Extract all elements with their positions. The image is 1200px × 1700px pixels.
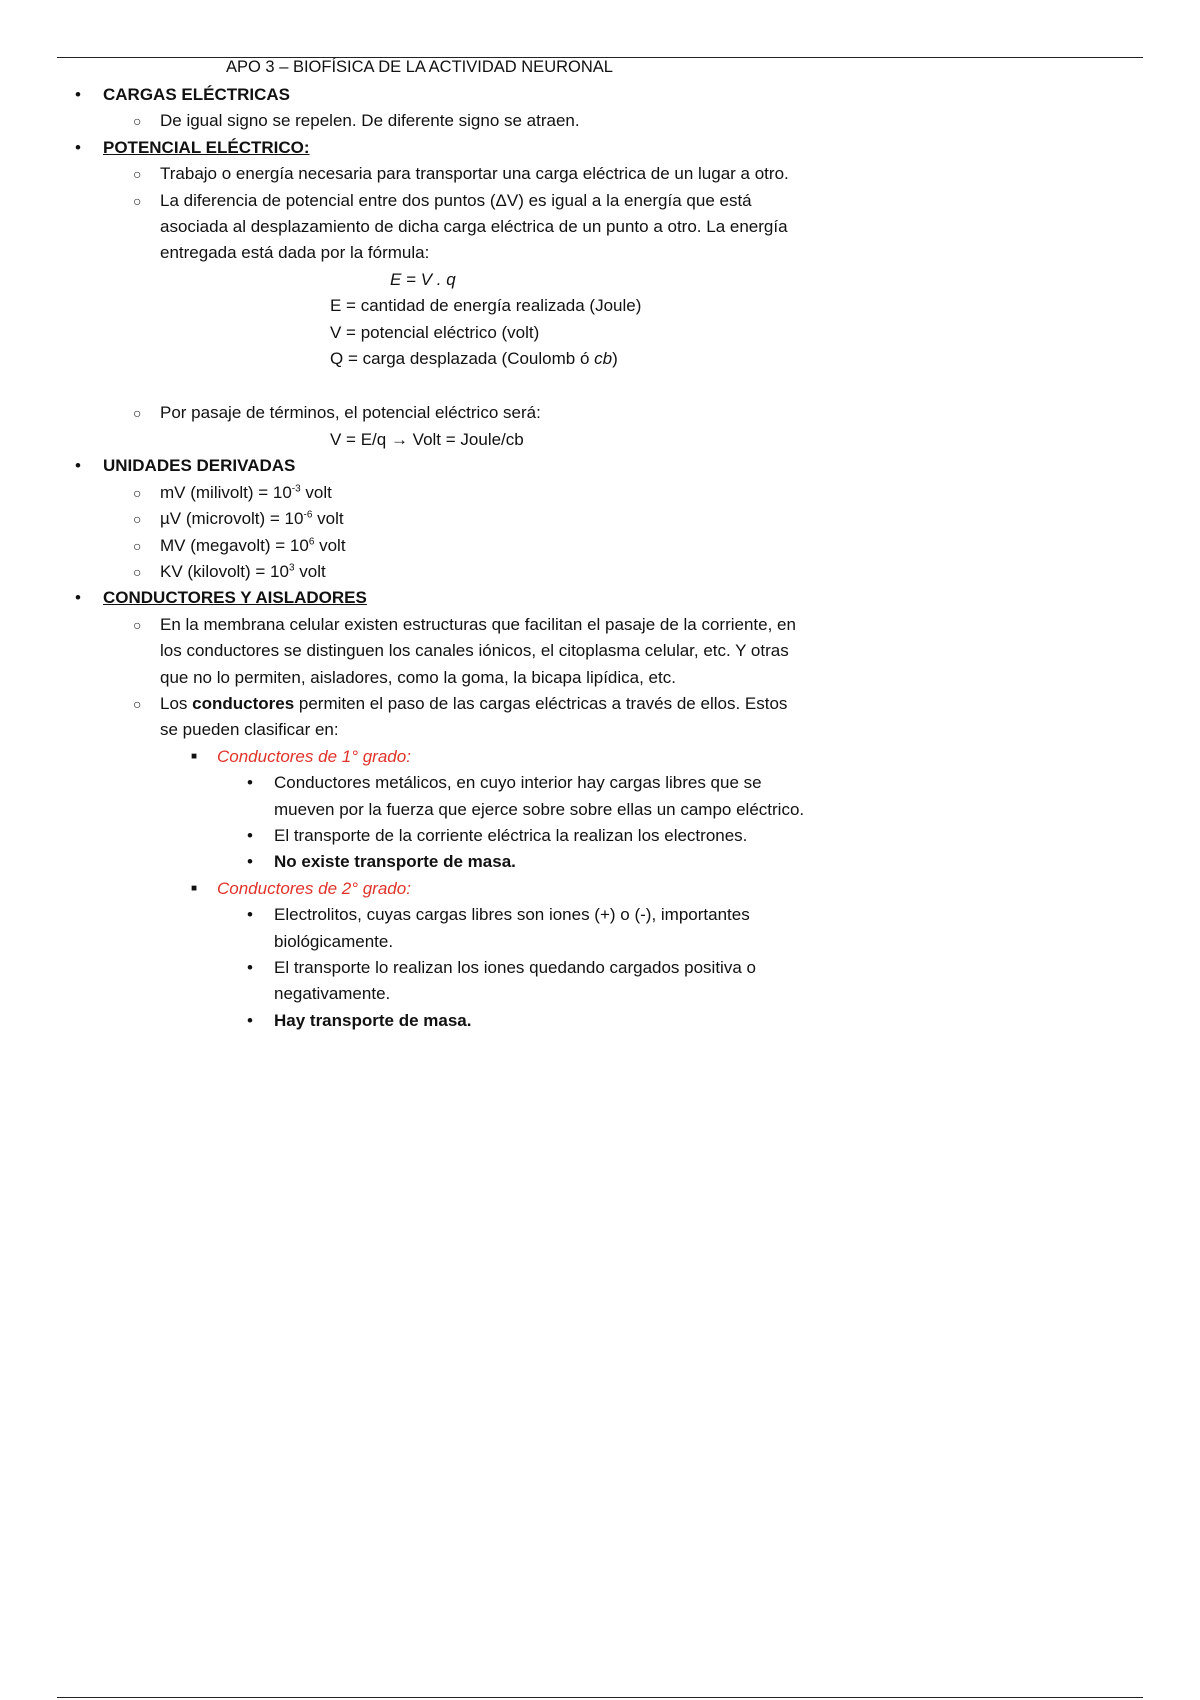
list-item [0, 955, 1200, 1008]
list-item-text: Hay transporte de masa. [274, 1010, 472, 1030]
subsection-title-grado1: Conductores de 1° grado: [217, 746, 411, 766]
list-item [0, 612, 1200, 691]
definition-q-suffix: ) [612, 349, 618, 369]
list-item [0, 188, 1200, 267]
circle-bullet-icon: ○ [133, 405, 142, 422]
unit-name: volt [312, 509, 344, 529]
unit-exponent: -3 [291, 483, 301, 495]
document-body [0, 82, 1200, 1034]
formula-volt: V = E/q → Volt = Joule/cb [330, 429, 524, 449]
list-item-text: Por pasaje de términos, el potencial eléctrico será: [160, 403, 541, 423]
unit-item-mv [0, 480, 1200, 506]
list-item-text: Conductores metálicos, en cuyo interior hay cargas libres que se mueven por la fuerza que ejerce sobre sobre ellas un campo eléctrico. [274, 773, 805, 819]
list-item [0, 902, 1200, 955]
square-bullet-icon: ■ [191, 750, 198, 762]
unit-name: volt [314, 535, 346, 555]
definition-e: E = cantidad de energía realizada (Joule) [330, 296, 642, 316]
unit-item-kv [0, 559, 1200, 585]
circle-bullet-icon: ○ [133, 113, 142, 130]
unit-exponent: 6 [308, 535, 315, 547]
text-prefix: Los [160, 693, 193, 713]
definition-q [0, 346, 1200, 372]
circle-bullet-icon: ○ [133, 616, 142, 633]
section-conductores [0, 585, 1200, 611]
list-item-text: No existe transporte de masa. [274, 852, 516, 872]
definition-v: V = potencial eléctrico (volt) [330, 322, 540, 342]
list-item [0, 849, 1200, 875]
definition-q-unit: cb [594, 349, 613, 369]
list-item [0, 400, 1200, 426]
circle-bullet-icon: ○ [133, 695, 142, 712]
section-heading-potencial: POTENCIAL ELÉCTRICO: [103, 137, 310, 157]
text-bold-term: conductores [192, 693, 295, 713]
unit-name: volt [294, 561, 326, 581]
subsection-grado2 [0, 876, 1200, 902]
list-item [0, 691, 1200, 744]
bullet-icon: • [75, 85, 81, 104]
section-heading-unidades: UNIDADES DERIVADAS [103, 456, 296, 476]
section-heading-cargas: CARGAS ELÉCTRICAS [103, 85, 291, 104]
list-item [0, 770, 1200, 823]
bullet-icon: • [247, 773, 253, 793]
page-title: APO 3 – BIOFÍSICA DE LA ACTIVIDAD NEURONAL [226, 58, 613, 76]
circle-bullet-icon: ○ [133, 192, 142, 209]
circle-bullet-icon: ○ [133, 511, 142, 528]
unit-label: KV (kilovolt) = 10 [160, 561, 289, 581]
list-item-text: De igual signo se repelen. De diferente signo se atraen. [160, 111, 580, 131]
definition-q-prefix: Q = carga desplazada (Coulomb ó [330, 349, 595, 369]
subsection-grado1 [0, 744, 1200, 770]
bullet-icon: • [75, 137, 81, 157]
unit-exponent: 3 [288, 562, 295, 574]
subsection-title-grado2: Conductores de 2° grado: [217, 878, 411, 898]
list-item-text: En la membrana celular existen estructuras que facilitan el pasaje de la corriente, en los conductores se distinguen los canales iónicos, el citoplasma celular, etc. Y otras que no lo permiten, aisladores, como la goma, la bicapa lipídica, etc. [160, 614, 796, 687]
list-item-text: El transporte lo realizan los iones quedando cargados positiva o negativamente. [274, 958, 756, 1004]
list-item-text [160, 691, 800, 744]
bullet-icon: • [247, 905, 253, 925]
unit-exponent: -6 [303, 509, 313, 521]
section-heading-conductores: CONDUCTORES Y AISLADORES [103, 588, 367, 608]
square-bullet-icon: ■ [191, 882, 198, 894]
text-suffix: permiten el paso de las cargas eléctricas a través de ellos. Estos se pueden clasificar en: [160, 693, 788, 740]
section-unidades [0, 453, 1200, 479]
bullet-icon: • [247, 852, 253, 872]
circle-bullet-icon: ○ [133, 484, 142, 501]
list-item [0, 108, 1200, 134]
list-item-text: La diferencia de potencial entre dos puntos (ΔV) es igual a la energía que está asociada al desplazamiento de dicha carga eléctrica de un punto a otro. La energía entregada está dada por la fórmula: [160, 190, 788, 263]
circle-bullet-icon: ○ [133, 166, 142, 183]
unit-item-uv [0, 506, 1200, 532]
list-item-text: Trabajo o energía necesaria para transportar una carga eléctrica de un lugar a otro. [160, 164, 789, 184]
unit-label: MV (megavolt) = 10 [160, 535, 309, 555]
circle-bullet-icon: ○ [133, 537, 142, 554]
bullet-icon: • [247, 1010, 253, 1030]
list-item-text: Electrolitos, cuyas cargas libres son iones (+) o (-), importantes biológicamente. [274, 905, 750, 951]
bullet-icon: • [75, 588, 81, 608]
list-item [0, 823, 1200, 849]
section-cargas [0, 82, 1200, 108]
list-item [0, 1008, 1200, 1034]
list-item [0, 161, 1200, 187]
bottom-rule [57, 1697, 1143, 1698]
unit-name: volt [300, 482, 332, 502]
formula-energy: E = V . q [390, 269, 456, 289]
unit-item-megav [0, 533, 1200, 559]
list-item-text: El transporte de la corriente eléctrica la realizan los electrones. [274, 825, 748, 845]
bullet-icon: • [75, 456, 81, 476]
section-potencial [0, 135, 1200, 161]
unit-label: µV (microvolt) = 10 [160, 509, 304, 529]
bullet-icon: • [247, 958, 253, 977]
spacer [0, 372, 1200, 400]
circle-bullet-icon: ○ [133, 563, 142, 580]
bullet-icon: • [247, 825, 253, 845]
unit-label: mV (milivolt) = 10 [160, 482, 292, 502]
